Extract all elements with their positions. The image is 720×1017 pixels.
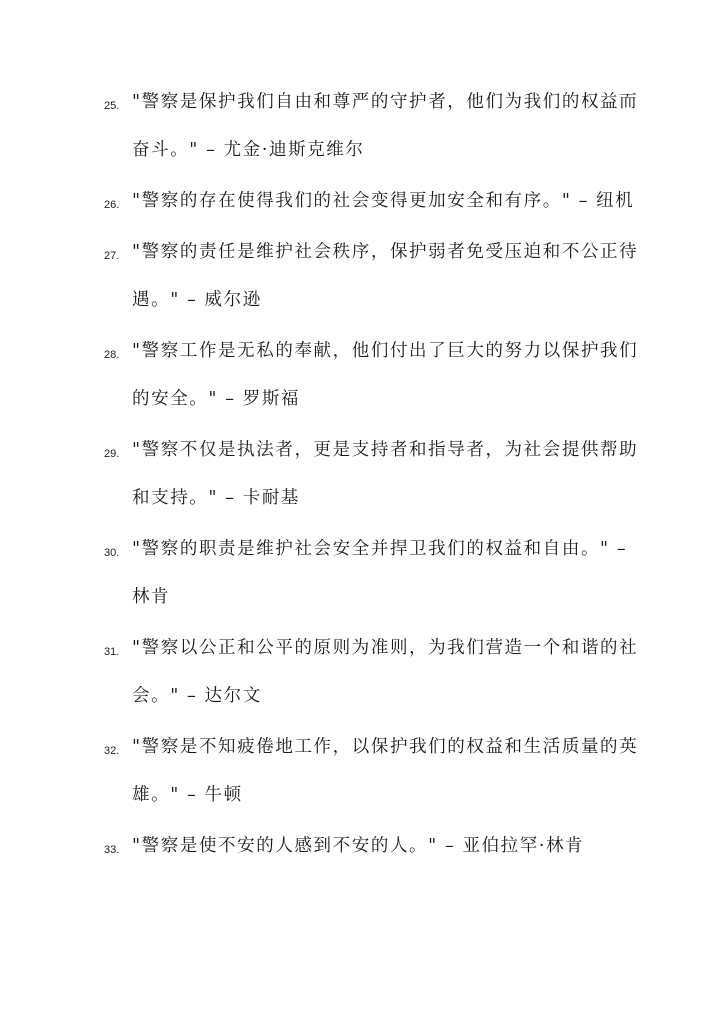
quote-number: 31. [104,646,120,658]
quote-text: "警察的责任是维护社会秩序，保护弱者免受压迫和不公正待遇。" – 威尔逊 [132,242,639,310]
quote-number: 29. [104,448,120,460]
quote-item [104,426,644,522]
quote-item [104,723,644,819]
quote-text: "警察是保护我们自由和尊严的守护者，他们为我们的权益而奋斗。" – 尤金·迪斯克维尔 [132,92,639,160]
quote-number: 33. [104,844,120,856]
quote-number: 25. [104,100,120,112]
quote-number: 28. [104,349,120,361]
quote-item [104,228,644,324]
quote-item [104,822,644,870]
quote-text: "警察工作是无私的奉献，他们付出了巨大的努力以保护我们的安全。" – 罗斯福 [132,341,639,409]
quote-number: 27. [104,250,120,262]
quote-text: "警察以公正和公平的原则为准则，为我们营造一个和谐的社会。" – 达尔文 [132,638,639,706]
quote-list [104,78,644,873]
quote-number: 32. [104,745,120,757]
quote-item [104,78,644,174]
quote-text: "警察不仅是执法者，更是支持者和指导者，为社会提供帮助和支持。" – 卡耐基 [132,440,639,508]
quote-text: "警察是使不安的人感到不安的人。" – 亚伯拉罕·林肯 [132,836,585,856]
quote-text: "警察是不知疲倦地工作，以保护我们的权益和生活质量的英雄。" – 牛顿 [132,737,639,805]
quote-text: "警察的存在使得我们的社会变得更加安全和有序。" – 纽机 [132,191,635,211]
quote-text: "警察的职责是维护社会安全并捍卫我们的权益和自由。" – 林肯 [132,539,628,607]
quote-item [104,177,644,225]
quote-number: 30. [104,547,120,559]
quote-item [104,624,644,720]
quote-number: 26. [104,199,120,211]
quote-item [104,327,644,423]
quote-item [104,525,644,621]
